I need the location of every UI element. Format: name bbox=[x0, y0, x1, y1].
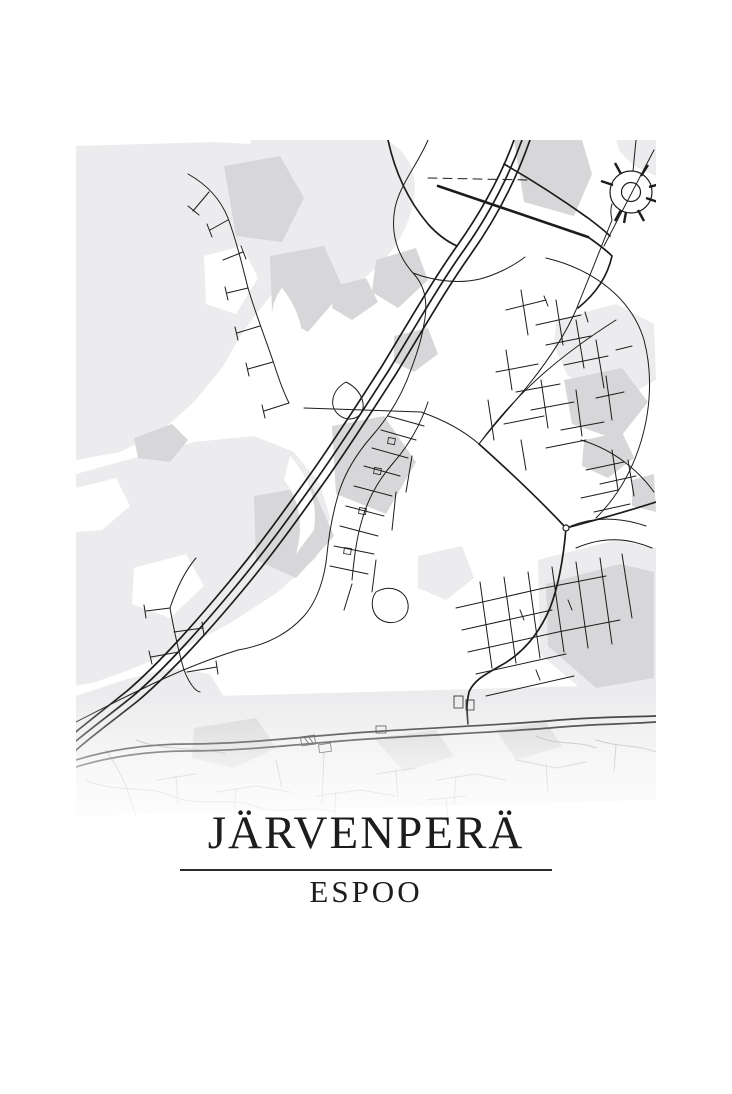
map-canvas bbox=[76, 140, 656, 835]
poster-subtitle: ESPOO bbox=[309, 874, 423, 909]
poster-title: JÄRVENPERÄ bbox=[207, 807, 525, 859]
street-map-svg bbox=[76, 140, 656, 835]
interchange-loop bbox=[333, 382, 364, 419]
title-divider bbox=[180, 869, 552, 871]
mini-roundabout bbox=[563, 525, 569, 531]
